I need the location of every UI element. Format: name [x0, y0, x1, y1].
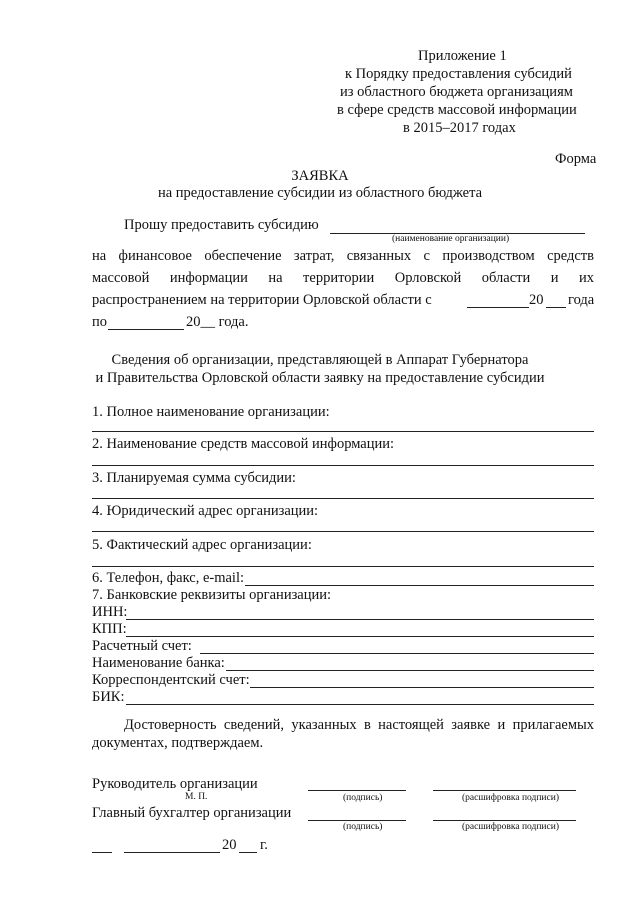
request-line-1: на финансовое обеспечение затрат, связанных с производством средств	[92, 248, 594, 264]
head-signature-line	[308, 790, 406, 791]
head-signature-label: Руководитель организации	[92, 776, 258, 792]
field-legal-address-label: 4. Юридический адрес организации:	[92, 503, 319, 519]
accountant-signature-caption: (подпись)	[343, 822, 383, 832]
field-corr-account-line	[250, 687, 594, 688]
field-actual-address-label: 5. Фактический адрес организации:	[92, 537, 312, 553]
field-full-name-label: 1. Полное наименование организации:	[92, 404, 330, 420]
date-year-line	[239, 852, 257, 853]
field-subsidy-amount-label: 3. Планируемая сумма субсидии:	[92, 470, 296, 486]
request-line-4-text: по	[92, 314, 108, 330]
field-kpp-label: КПП:	[92, 621, 127, 637]
accountant-signature-label: Главный бухгалтер организации	[92, 805, 292, 821]
head-decode-caption: (расшифровка подписи)	[462, 793, 559, 803]
field-account-label: Расчетный счет:	[92, 638, 192, 654]
accountant-signature-line	[308, 820, 406, 821]
appendix-line-5: в 2015–2017 годах	[403, 120, 516, 136]
info-heading-line-2: и Правительства Орловской области заявку на предоставление субсидии	[95, 370, 545, 386]
date-from-year-line	[546, 307, 566, 308]
field-contacts-line	[245, 585, 594, 586]
field-bik-label: БИК:	[92, 689, 125, 705]
head-signature-caption: (подпись)	[343, 793, 383, 803]
request-lead: Прошу предоставить субсидию	[124, 217, 319, 233]
appendix-line-1: Приложение 1	[418, 48, 507, 64]
field-contacts-label: 6. Телефон, факс, e-mail:	[92, 570, 245, 586]
request-line-3-year: 20	[529, 292, 544, 308]
field-bank-name-label: Наименование банка:	[92, 655, 225, 671]
request-line-3-text: распространением на территории Орловской области с	[92, 292, 432, 308]
confirm-line-1: Достоверность сведений, указанных в настоящей заявке и прилагаемых	[124, 717, 594, 733]
field-inn-label: ИНН:	[92, 604, 128, 620]
appendix-line-2: к Порядку предоставления субсидий	[345, 66, 572, 82]
appendix-line-4: в сфере средств массовой информации	[337, 102, 577, 118]
field-corr-account-label: Корреспондентский счет:	[92, 672, 250, 688]
accountant-decode-caption: (расшифровка подписи)	[462, 822, 559, 832]
head-decode-line	[433, 790, 576, 791]
field-full-name-line	[92, 431, 594, 432]
request-line-2: массовой информации на территории Орловской области и их	[92, 270, 594, 286]
field-kpp-line	[126, 636, 594, 637]
info-heading-line-1: Сведения об организации, представляющей в Аппарат Губернатора	[111, 352, 529, 368]
request-line-4-tail: 20__ года.	[186, 314, 249, 330]
stamp-place-label: М. П.	[185, 792, 208, 802]
field-media-name-line	[92, 465, 594, 466]
field-bank-details-label: 7. Банковские реквизиты организации:	[92, 587, 332, 603]
date-year-suffix: г.	[260, 837, 268, 853]
confirm-line-2: документах, подтверждаем.	[92, 735, 264, 751]
field-legal-address-line	[92, 531, 594, 532]
field-bank-name-line	[226, 670, 594, 671]
date-year-prefix: 20	[222, 837, 237, 853]
field-media-name-label: 2. Наименование средств массовой информации:	[92, 436, 395, 452]
document-title: ЗАЯВКА	[291, 168, 349, 184]
document-subtitle: на предоставление субсидии из областного бюджета	[157, 185, 483, 201]
date-to-line	[108, 329, 184, 330]
request-line-3-tail: года	[568, 292, 595, 308]
date-day-line	[92, 852, 112, 853]
date-from-line	[467, 307, 529, 308]
field-subsidy-amount-line	[92, 498, 594, 499]
field-inn-line	[126, 619, 594, 620]
field-account-line	[200, 653, 594, 654]
form-label: Форма	[555, 151, 597, 167]
field-bik-line	[126, 704, 594, 705]
org-name-caption: (наименование организации)	[392, 234, 510, 244]
accountant-decode-line	[433, 820, 576, 821]
date-month-line	[124, 852, 220, 853]
appendix-line-3: из областного бюджета организациям	[340, 84, 573, 100]
field-actual-address-line	[92, 566, 594, 567]
